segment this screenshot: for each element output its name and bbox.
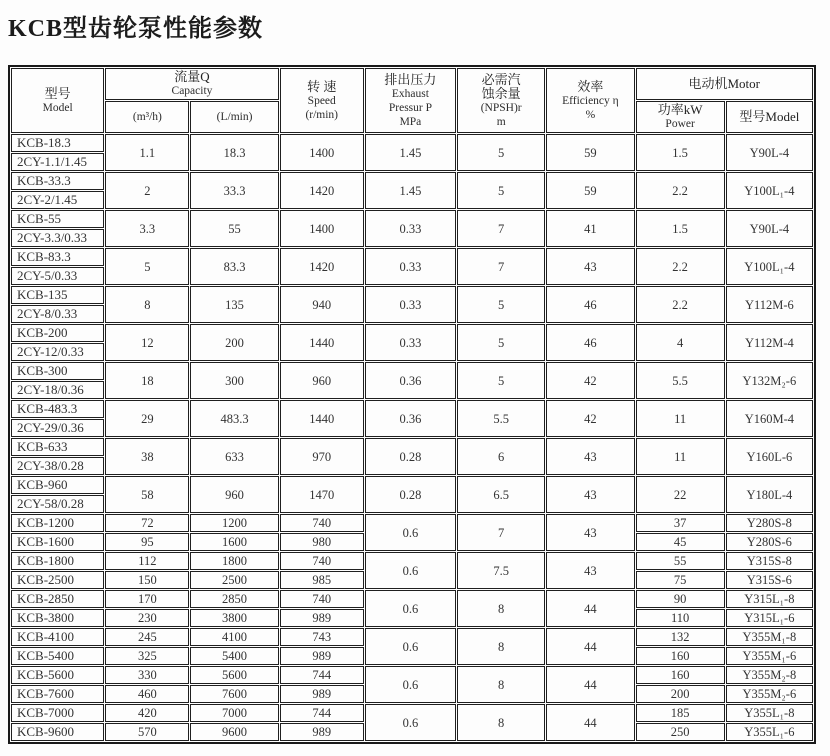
power-cell: 160 [636,666,725,684]
npsh-cell: 5 [457,362,545,399]
lmin-cell: 9600 [190,723,278,741]
power-cell: 11 [636,438,725,475]
npsh-cell: 6 [457,438,545,475]
m3h-cell: 18 [105,362,189,399]
col-header-npsh: 必需汽 蚀余量 (NPSH)r m [457,68,545,133]
model-cell: KCB-7600 [11,685,104,703]
npsh-cell: 8 [457,628,545,665]
table-row [11,666,813,684]
pressure-cell: 0.6 [365,590,456,627]
speed-cell: 989 [280,647,364,665]
lmin-cell: 1200 [190,514,278,532]
pump-spec-table [8,65,816,744]
model-cell: KCB-5600 [11,666,104,684]
model-cell: 2CY-2/1.45 [11,191,104,209]
lmin-cell: 5400 [190,647,278,665]
pressure-cell: 1.45 [365,134,456,171]
lmin-cell: 300 [190,362,278,399]
efficiency-cell: 44 [546,666,634,703]
speed-cell: 740 [280,552,364,570]
npsh-cell: 5.5 [457,400,545,437]
npsh-cell: 7 [457,248,545,285]
model-cell: KCB-1800 [11,552,104,570]
m3h-cell: 112 [105,552,189,570]
efficiency-cell: 43 [546,514,634,551]
lmin-cell: 5600 [190,666,278,684]
model-cell: 2CY-5/0.33 [11,267,104,285]
speed-cell: 985 [280,571,364,589]
model-cell: KCB-2850 [11,590,104,608]
model-cell: 2CY-58/0.28 [11,495,104,513]
motor-model-cell: Y180L-4 [726,476,813,513]
efficiency-cell: 46 [546,324,634,361]
model-cell: 2CY-12/0.33 [11,343,104,361]
power-cell: 11 [636,400,725,437]
motor-model-cell: Y315S-6 [726,571,813,589]
table-row [11,400,813,418]
pressure-cell: 0.33 [365,324,456,361]
efficiency-cell: 44 [546,590,634,627]
table-row [11,438,813,456]
speed-cell: 740 [280,514,364,532]
lmin-cell: 2500 [190,571,278,589]
power-cell: 37 [636,514,725,532]
motor-model-cell: Y100L₁-4 [726,172,813,209]
lmin-cell: 3800 [190,609,278,627]
m3h-cell: 230 [105,609,189,627]
speed-cell: 960 [280,362,364,399]
motor-model-cell: Y355L₁-8 [726,704,813,722]
model-cell: KCB-1600 [11,533,104,551]
motor-model-cell: Y355M₂-6 [726,685,813,703]
power-cell: 160 [636,647,725,665]
model-cell: KCB-960 [11,476,104,494]
pressure-cell: 0.33 [365,286,456,323]
table-row [11,704,813,722]
efficiency-cell: 42 [546,362,634,399]
speed-cell: 1420 [280,248,364,285]
speed-cell: 740 [280,590,364,608]
motor-model-cell: Y280S-6 [726,533,813,551]
m3h-cell: 1.1 [105,134,189,171]
table-row [11,552,813,570]
model-cell: 2CY-29/0.36 [11,419,104,437]
m3h-cell: 72 [105,514,189,532]
lmin-cell: 1800 [190,552,278,570]
model-cell: KCB-633 [11,438,104,456]
model-cell: KCB-55 [11,210,104,228]
model-cell: KCB-9600 [11,723,104,741]
m3h-cell: 150 [105,571,189,589]
lmin-cell: 55 [190,210,278,247]
power-cell: 22 [636,476,725,513]
table-row [11,286,813,304]
model-cell: KCB-300 [11,362,104,380]
efficiency-cell: 43 [546,248,634,285]
table-row [11,210,813,228]
npsh-cell: 7 [457,514,545,551]
npsh-cell: 8 [457,590,545,627]
model-cell: KCB-33.3 [11,172,104,190]
lmin-cell: 2850 [190,590,278,608]
lmin-cell: 960 [190,476,278,513]
model-cell: 2CY-8/0.33 [11,305,104,323]
table-row [11,248,813,266]
speed-cell: 1420 [280,172,364,209]
m3h-cell: 325 [105,647,189,665]
motor-model-cell: Y355M₂-8 [726,666,813,684]
pressure-cell: 0.33 [365,248,456,285]
efficiency-cell: 41 [546,210,634,247]
speed-cell: 1440 [280,400,364,437]
efficiency-cell: 43 [546,438,634,475]
npsh-cell: 6.5 [457,476,545,513]
motor-model-cell: Y100L₁-4 [726,248,813,285]
model-cell: KCB-83.3 [11,248,104,266]
motor-model-cell: Y355L₁-6 [726,723,813,741]
m3h-cell: 12 [105,324,189,361]
power-cell: 4 [636,324,725,361]
efficiency-cell: 43 [546,476,634,513]
motor-model-cell: Y112M-6 [726,286,813,323]
speed-cell: 1400 [280,134,364,171]
power-cell: 250 [636,723,725,741]
pressure-cell: 0.6 [365,628,456,665]
model-cell: 2CY-1.1/1.45 [11,153,104,171]
motor-model-cell: Y280S-8 [726,514,813,532]
model-cell: KCB-4100 [11,628,104,646]
power-cell: 2.2 [636,248,725,285]
power-cell: 75 [636,571,725,589]
npsh-cell: 5 [457,324,545,361]
motor-model-cell: Y90L-4 [726,210,813,247]
pressure-cell: 0.33 [365,210,456,247]
table-header [11,68,813,133]
speed-cell: 743 [280,628,364,646]
motor-model-cell: Y315L₁-6 [726,609,813,627]
col-header-m3h: (m³/h) [105,101,189,133]
header-row-1 [11,68,813,100]
col-header-efficiency: 效率 Efficiency η % [546,68,634,133]
model-cell: KCB-483.3 [11,400,104,418]
power-cell: 2.2 [636,172,725,209]
efficiency-cell: 44 [546,704,634,741]
motor-model-cell: Y355M₁-6 [726,647,813,665]
efficiency-cell: 59 [546,172,634,209]
motor-model-cell: Y355M₁-8 [726,628,813,646]
power-cell: 1.5 [636,134,725,171]
m3h-cell: 330 [105,666,189,684]
m3h-cell: 420 [105,704,189,722]
speed-cell: 989 [280,609,364,627]
motor-model-cell: Y160M-4 [726,400,813,437]
m3h-cell: 95 [105,533,189,551]
motor-model-cell: Y160L-6 [726,438,813,475]
speed-cell: 989 [280,723,364,741]
power-cell: 55 [636,552,725,570]
m3h-cell: 2 [105,172,189,209]
col-header-motor-model: 型号Model [726,101,813,133]
lmin-cell: 200 [190,324,278,361]
lmin-cell: 4100 [190,628,278,646]
col-header-lmin: (L/min) [190,101,278,133]
lmin-cell: 135 [190,286,278,323]
model-cell: KCB-3800 [11,609,104,627]
model-cell: KCB-2500 [11,571,104,589]
npsh-cell: 7.5 [457,552,545,589]
speed-cell: 1440 [280,324,364,361]
motor-model-cell: Y315L₁-8 [726,590,813,608]
pressure-cell: 0.36 [365,362,456,399]
m3h-cell: 58 [105,476,189,513]
lmin-cell: 7600 [190,685,278,703]
speed-cell: 1400 [280,210,364,247]
m3h-cell: 8 [105,286,189,323]
pressure-cell: 0.28 [365,476,456,513]
pressure-cell: 0.6 [365,514,456,551]
power-cell: 110 [636,609,725,627]
speed-cell: 980 [280,533,364,551]
efficiency-cell: 43 [546,552,634,589]
lmin-cell: 1600 [190,533,278,551]
power-cell: 5.5 [636,362,725,399]
lmin-cell: 33.3 [190,172,278,209]
m3h-cell: 570 [105,723,189,741]
pressure-cell: 0.6 [365,704,456,741]
table-row [11,362,813,380]
npsh-cell: 5 [457,134,545,171]
efficiency-cell: 42 [546,400,634,437]
pressure-cell: 1.45 [365,172,456,209]
npsh-cell: 5 [457,286,545,323]
motor-model-cell: Y90L-4 [726,134,813,171]
table-row [11,476,813,494]
speed-cell: 1470 [280,476,364,513]
power-cell: 2.2 [636,286,725,323]
pressure-cell: 0.6 [365,666,456,703]
power-cell: 200 [636,685,725,703]
model-cell: KCB-1200 [11,514,104,532]
model-cell: KCB-18.3 [11,134,104,152]
speed-cell: 970 [280,438,364,475]
m3h-cell: 460 [105,685,189,703]
col-header-capacity: 流量Q Capacity [105,68,278,100]
col-header-power: 功率kW Power [636,101,725,133]
power-cell: 90 [636,590,725,608]
table-row [11,172,813,190]
npsh-cell: 8 [457,666,545,703]
model-cell: KCB-200 [11,324,104,342]
npsh-cell: 8 [457,704,545,741]
efficiency-cell: 46 [546,286,634,323]
lmin-cell: 7000 [190,704,278,722]
speed-cell: 744 [280,704,364,722]
table-row [11,134,813,152]
lmin-cell: 18.3 [190,134,278,171]
power-cell: 185 [636,704,725,722]
model-cell: 2CY-3.3/0.33 [11,229,104,247]
m3h-cell: 245 [105,628,189,646]
table-row [11,514,813,532]
efficiency-cell: 59 [546,134,634,171]
motor-model-cell: Y315S-8 [726,552,813,570]
table-body [11,134,813,741]
m3h-cell: 170 [105,590,189,608]
model-cell: KCB-5400 [11,647,104,665]
m3h-cell: 38 [105,438,189,475]
model-cell: KCB-135 [11,286,104,304]
m3h-cell: 3.3 [105,210,189,247]
pressure-cell: 0.36 [365,400,456,437]
npsh-cell: 5 [457,172,545,209]
col-header-motor: 电动机Motor [636,68,814,100]
m3h-cell: 29 [105,400,189,437]
model-cell: KCB-7000 [11,704,104,722]
table-row [11,324,813,342]
motor-model-cell: Y132M₂-6 [726,362,813,399]
table-row [11,590,813,608]
page-title: KCB型齿轮泵性能参数 [8,16,264,42]
npsh-cell: 7 [457,210,545,247]
col-header-pressure: 排出压力 Exhaust Pressur P MPa [365,68,456,133]
model-cell: 2CY-38/0.28 [11,457,104,475]
speed-cell: 940 [280,286,364,323]
col-header-speed: 转 速 Speed (r/min) [280,68,364,133]
col-header-model: 型号 Model [11,68,104,133]
power-cell: 132 [636,628,725,646]
lmin-cell: 83.3 [190,248,278,285]
lmin-cell: 633 [190,438,278,475]
table-row [11,628,813,646]
efficiency-cell: 44 [546,628,634,665]
model-cell: 2CY-18/0.36 [11,381,104,399]
speed-cell: 989 [280,685,364,703]
motor-model-cell: Y112M-4 [726,324,813,361]
speed-cell: 744 [280,666,364,684]
pressure-cell: 0.28 [365,438,456,475]
lmin-cell: 483.3 [190,400,278,437]
power-cell: 1.5 [636,210,725,247]
power-cell: 45 [636,533,725,551]
pressure-cell: 0.6 [365,552,456,589]
m3h-cell: 5 [105,248,189,285]
